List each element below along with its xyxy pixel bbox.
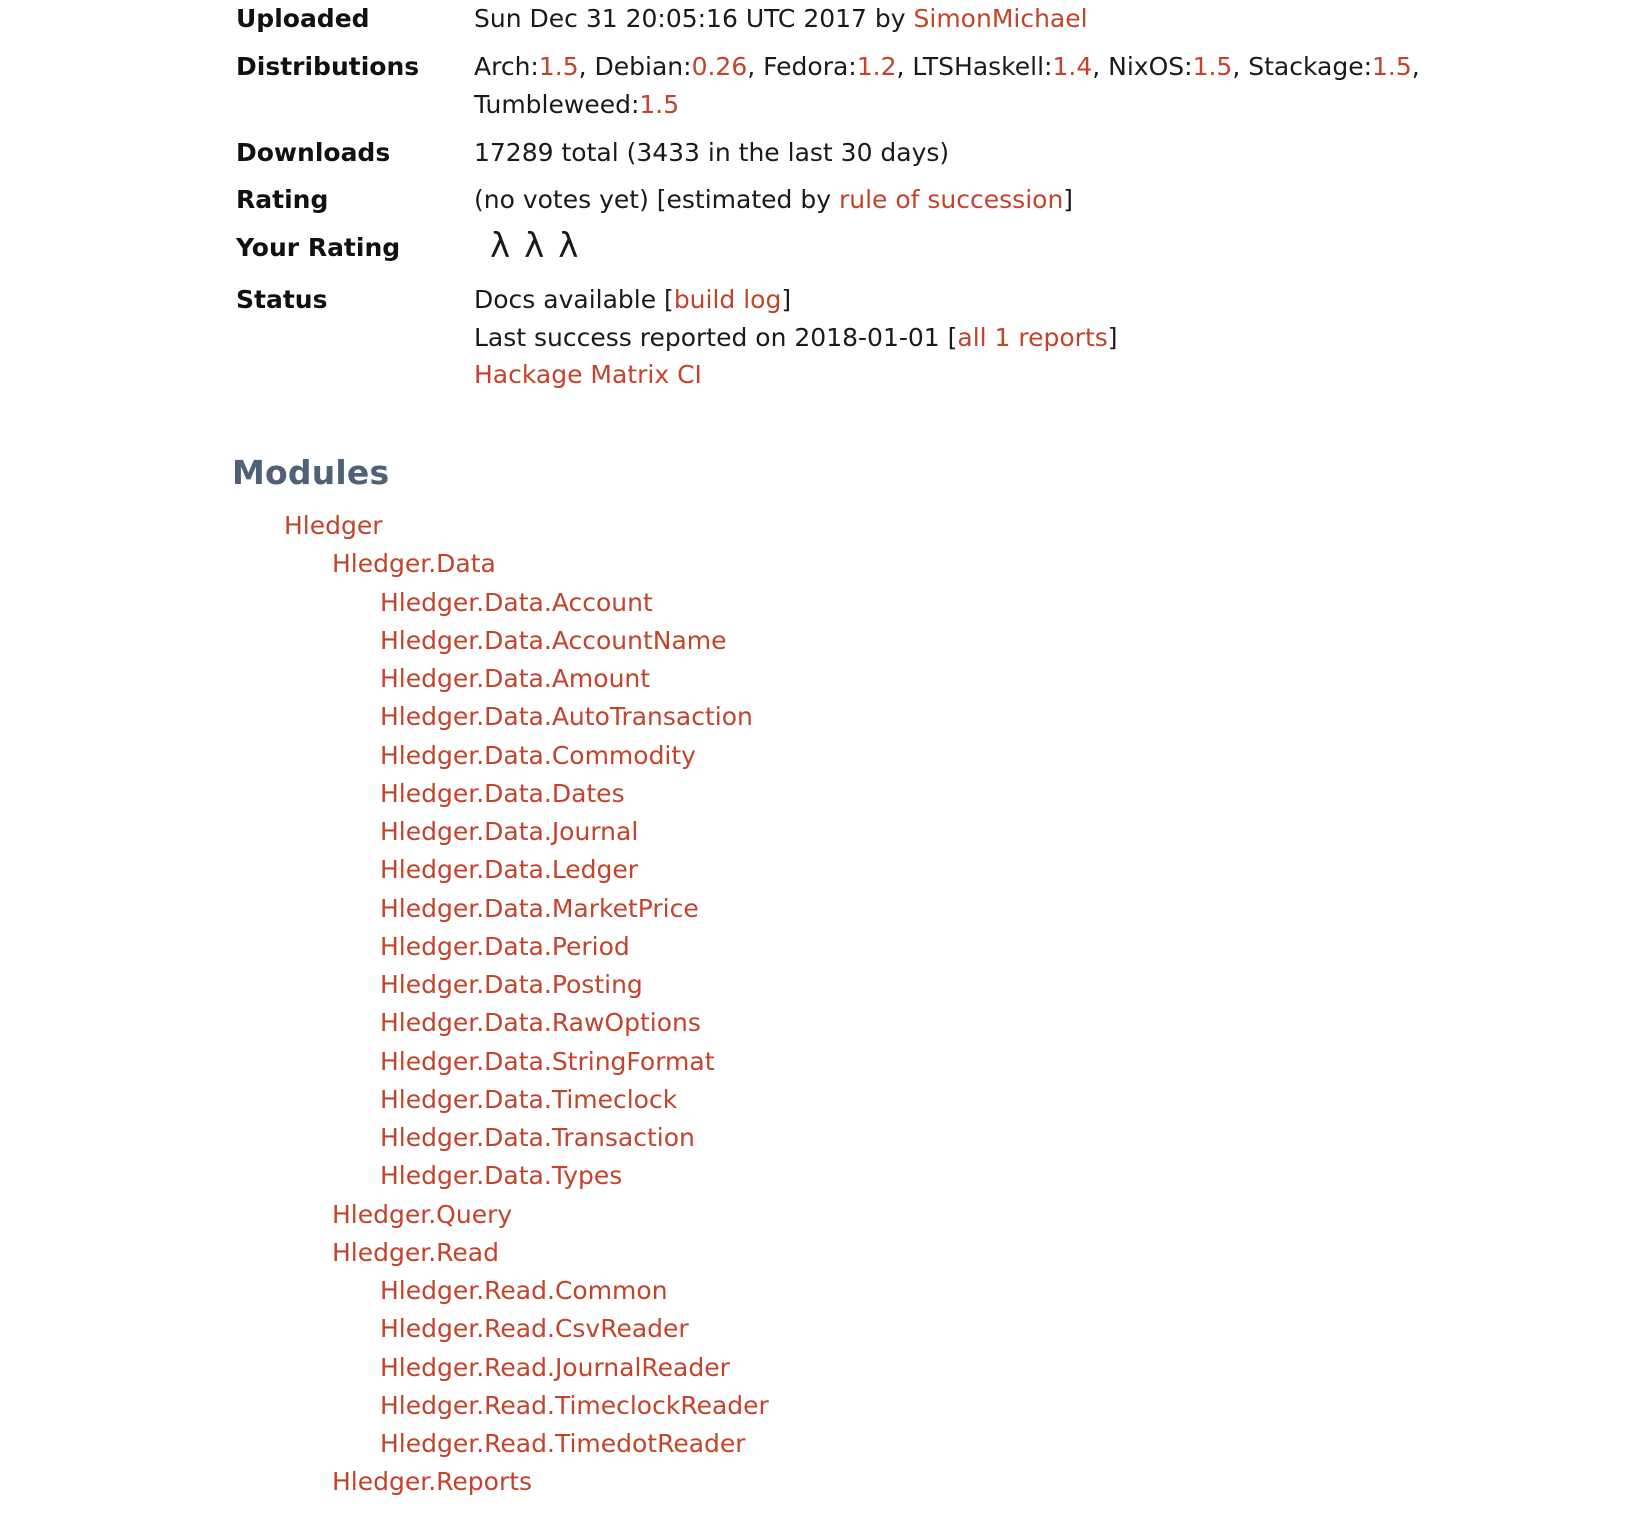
- distribution-entry: [1108, 52, 1248, 81]
- module-list-item: [380, 1349, 1639, 1387]
- status-docs-text: Docs available [: [474, 285, 674, 314]
- distribution-separator: ,: [1411, 51, 1420, 81]
- distribution-name: Tumbleweed:: [474, 89, 640, 119]
- module-list-item: [332, 545, 1639, 583]
- property-value-downloads: 17289 total (3433 in the last 30 days): [474, 137, 950, 167]
- status-matrix-line: [474, 356, 1596, 394]
- distribution-separator: ,: [1092, 51, 1109, 81]
- module-list-item: [380, 1043, 1639, 1081]
- module-link[interactable]: Hledger.Reports: [332, 1467, 533, 1497]
- rule-of-succession-link[interactable]: rule of succession: [838, 185, 1064, 214]
- distribution-version-link[interactable]: 1.5: [1192, 51, 1233, 81]
- distribution-version-link[interactable]: 1.4: [1052, 51, 1093, 81]
- rating-text: (no votes yet) [estimated by: [474, 185, 839, 214]
- property-label-uploaded: Uploaded: [236, 4, 370, 33]
- module-list-item: [380, 1272, 1639, 1310]
- module-link[interactable]: Hledger.Read.TimedotReader: [380, 1429, 746, 1458]
- module-list-item: [380, 1387, 1639, 1425]
- module-link[interactable]: Hledger.Data.Amount: [380, 664, 651, 693]
- module-list-item: [380, 928, 1639, 966]
- distribution-entry: [912, 52, 1108, 81]
- module-tree: [0, 507, 1639, 1502]
- distribution-version-link[interactable]: 1.5: [1372, 51, 1412, 81]
- module-link[interactable]: Hledger.Data.Period: [380, 931, 630, 961]
- module-link[interactable]: Hledger.Data.Journal: [380, 817, 639, 846]
- distribution-entry: [763, 52, 912, 81]
- uploader-link[interactable]: SimonMichael: [913, 4, 1088, 33]
- module-link[interactable]: Hledger.Data.StringFormat: [380, 1046, 715, 1076]
- property-label-downloads: Downloads: [236, 137, 391, 167]
- module-link[interactable]: Hledger.Read.JournalReader: [380, 1352, 730, 1382]
- distribution-separator: ,: [896, 51, 913, 81]
- module-link[interactable]: Hledger.Data: [332, 549, 496, 579]
- module-list-item: [380, 737, 1639, 775]
- module-link[interactable]: Hledger.Data.Dates: [380, 778, 625, 808]
- property-value-rating: [474, 181, 1596, 229]
- property-row-distributions: [236, 48, 1596, 134]
- module-link[interactable]: Hledger.Query: [332, 1199, 513, 1229]
- property-value-uploaded: [474, 0, 1596, 48]
- module-list-item: [380, 622, 1639, 660]
- rating-lambda-icon[interactable]: λ: [558, 225, 593, 266]
- module-list-item: [380, 1081, 1639, 1119]
- property-row-downloads: [236, 134, 1596, 182]
- module-link[interactable]: Hledger.Data.Types: [380, 1161, 623, 1191]
- property-row-uploaded: [236, 0, 1596, 48]
- distribution-name: Arch:: [474, 51, 539, 81]
- module-list-item: [380, 775, 1639, 813]
- module-list-item: [284, 507, 1639, 545]
- module-link[interactable]: Hledger.Data.Posting: [380, 970, 643, 999]
- distribution-name: Stackage:: [1248, 51, 1373, 81]
- property-label-distributions: Distributions: [236, 51, 420, 81]
- status-build-text: Last success reported on 2018-01-01 [: [474, 322, 958, 352]
- module-link[interactable]: Hledger.Data.AccountName: [380, 625, 727, 655]
- module-list-item: [380, 813, 1639, 851]
- property-row-rating: [236, 181, 1596, 229]
- distribution-version-link[interactable]: 1.5: [639, 89, 680, 119]
- module-link[interactable]: Hledger.Read.TimeclockReader: [380, 1390, 769, 1420]
- module-link[interactable]: Hledger.Data.Transaction: [380, 1123, 695, 1152]
- module-list-item: [332, 1463, 1639, 1501]
- property-row-your-rating: [236, 229, 1596, 282]
- distribution-version-link[interactable]: 1.5: [538, 51, 579, 81]
- module-list-item: [380, 1004, 1639, 1042]
- module-list-item: [380, 1310, 1639, 1348]
- module-link[interactable]: Hledger.Read.CsvReader: [380, 1314, 689, 1344]
- distribution-name: LTSHaskell:: [912, 51, 1053, 81]
- property-label-rating: Rating: [236, 185, 329, 214]
- distribution-separator: ,: [747, 51, 764, 81]
- module-link[interactable]: Hledger.Data.Commodity: [380, 740, 696, 770]
- module-list-item: [332, 1196, 1639, 1234]
- distribution-name: Fedora:: [763, 51, 857, 81]
- rating-lambda-group[interactable]: [490, 225, 593, 266]
- distribution-entry: [1248, 52, 1420, 81]
- module-list-item: [380, 698, 1639, 736]
- distribution-separator: ,: [578, 51, 595, 81]
- distribution-entry: [474, 52, 595, 81]
- module-list-item: [380, 890, 1639, 928]
- module-link[interactable]: Hledger.Read: [332, 1237, 499, 1267]
- module-list-item: [380, 660, 1639, 698]
- package-properties-table: [236, 0, 1596, 408]
- distribution-version-link[interactable]: 0.26: [691, 51, 748, 81]
- distribution-name: Debian:: [594, 51, 692, 81]
- rating-lambda-icon[interactable]: λ: [524, 225, 559, 266]
- module-link[interactable]: Hledger.Read.Common: [380, 1276, 668, 1305]
- upload-date-text: Sun Dec 31 20:05:16 UTC 2017 by: [474, 4, 914, 33]
- distribution-version-link[interactable]: 1.2: [856, 51, 897, 81]
- hackage-matrix-ci-link[interactable]: Hackage Matrix CI: [474, 360, 702, 389]
- module-list-item: [380, 1425, 1639, 1463]
- module-list-item: [380, 851, 1639, 889]
- module-list-item: [380, 1119, 1639, 1157]
- module-link[interactable]: Hledger.Data.MarketPrice: [380, 893, 699, 923]
- build-log-link[interactable]: build log: [673, 285, 782, 314]
- property-value-your-rating: [474, 225, 1596, 282]
- module-list-item: [332, 1234, 1639, 1272]
- status-build-line: [474, 319, 1596, 357]
- module-link[interactable]: Hledger: [284, 511, 383, 540]
- property-value-distributions: [474, 48, 1596, 134]
- module-link[interactable]: Hledger.Data.AutoTransaction: [380, 702, 753, 732]
- modules-heading: Modules: [232, 452, 390, 492]
- module-link[interactable]: Hledger.Data.Account: [380, 587, 653, 617]
- property-value-status: [474, 281, 1596, 408]
- distribution-name: NixOS:: [1108, 51, 1193, 81]
- module-link[interactable]: Hledger.Data.RawOptions: [380, 1008, 701, 1038]
- all-reports-link[interactable]: all 1 reports: [957, 322, 1108, 352]
- property-label-your-rating: Your Rating: [236, 232, 401, 262]
- property-label-status: Status: [236, 285, 328, 314]
- rating-lambda-icon[interactable]: λ: [490, 225, 525, 266]
- module-list-item: [380, 966, 1639, 1004]
- status-docs-line: [474, 281, 1596, 319]
- distribution-list: [474, 48, 1596, 124]
- distribution-entry: [474, 90, 679, 119]
- module-link[interactable]: Hledger.Data.Timeclock: [380, 1084, 678, 1114]
- status-docs-text-suffix: ]: [781, 285, 792, 314]
- status-build-text-suffix: ]: [1107, 322, 1118, 352]
- module-list-item: [380, 584, 1639, 622]
- distribution-separator: ,: [1232, 51, 1249, 81]
- rating-text-suffix: ]: [1063, 185, 1074, 214]
- module-link[interactable]: Hledger.Data.Ledger: [380, 855, 639, 885]
- property-row-status: [236, 281, 1596, 408]
- module-list-item: [380, 1157, 1639, 1195]
- distribution-entry: [595, 52, 764, 81]
